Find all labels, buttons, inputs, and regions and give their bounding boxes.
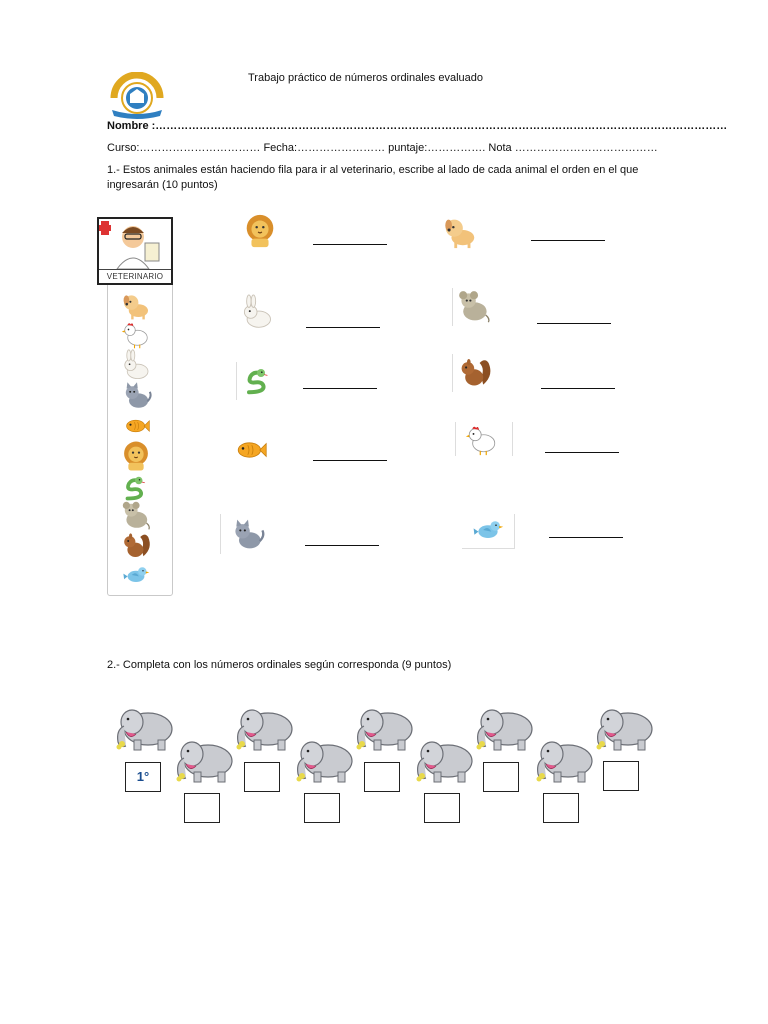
ordinal-box-9[interactable] [603,761,639,791]
section2-instruction: 2.- Completa con los números ordinales según corresponda (9 puntos) [107,659,452,671]
veterinarian-box [97,217,173,285]
queue-dog-icon [124,295,148,319]
page-title: Trabajo práctico de números ordinales evaluado [248,72,484,84]
answer-line-snake[interactable] [303,388,377,389]
answer-line-fish[interactable] [313,460,387,461]
ordinal-box-6[interactable] [424,793,460,823]
ordinal-box-4[interactable] [304,793,340,823]
name-field-line: Nombre :………………………………………………………………………………………………………………………………………… [107,120,728,132]
snake-icon [237,362,277,400]
bird-card [462,514,515,549]
queue-fish-icon [127,420,150,432]
dog-icon [440,212,484,252]
answer-line-dog[interactable] [531,240,605,241]
answer-line-bird[interactable] [549,537,623,538]
queue-lion-icon [124,442,148,471]
section1-instruction: 1.- Estos animales están haciendo fila para ir al veterinario, escribe al lado de cada animal el orden en el que ingresarán (10 puntos) [107,164,639,191]
squirrel-icon [453,354,499,392]
veterinarian-icon [99,219,171,269]
mouse-icon [453,288,497,326]
cat-card [220,514,271,554]
answer-line-cat[interactable] [305,545,379,546]
ordinal-box-2[interactable] [184,793,220,823]
elephant-icon [410,734,480,784]
rabbit-icon [236,292,280,332]
lion-icon [240,212,284,252]
veterinarian-label: VETERINARIO [99,269,171,283]
elephant-icon [590,702,660,752]
chicken-icon [456,422,510,456]
answer-line-squirrel[interactable] [541,388,615,389]
answer-line-chicken[interactable] [545,452,619,453]
queue-squirrel-icon [124,533,150,557]
snake-card [236,362,277,400]
ordinal-box-1[interactable]: 1° [125,762,161,792]
elephant-icon [530,734,600,784]
ordinal-box-5[interactable] [364,762,400,792]
school-logo [108,72,166,120]
queue-chicken-icon [122,324,148,349]
ordinal-box-8[interactable] [543,793,579,823]
answer-line-mouse[interactable] [537,323,611,324]
queue-snake-icon [128,477,145,499]
answer-line-lion[interactable] [313,244,387,245]
queue-cat-icon [126,382,151,408]
ordinal-box-7[interactable] [483,762,519,792]
queue-rabbit-icon [125,350,148,379]
mouse-card [452,288,499,326]
fish-icon [230,434,274,468]
answer-line-rabbit[interactable] [306,327,380,328]
queue-mouse-icon [123,502,149,530]
bird-icon [462,514,512,548]
queue-animals [112,287,168,593]
queue-bird-icon [123,567,149,582]
info-fields-line: Curso:…………………………… Fecha:…………………… puntaje:……………. Nota ………………………………… [107,142,658,154]
ordinal-box-3[interactable] [244,762,280,792]
elephant-icon [290,734,360,784]
squirrel-card [452,354,501,392]
cat-icon [221,514,269,554]
elephant-icon [170,734,240,784]
chicken-card [455,422,513,456]
